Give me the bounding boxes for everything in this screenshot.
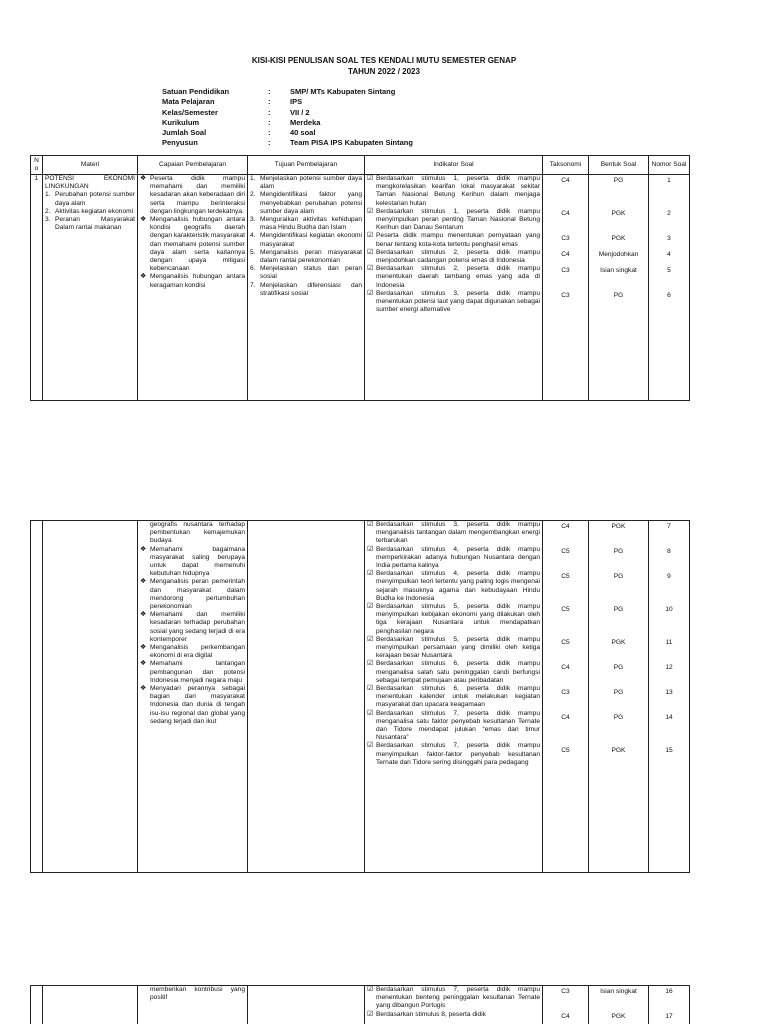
meta-label: Mata Pelajaran bbox=[162, 97, 215, 107]
indikator-text: Berdasarkan stimulus 7, peserta didik mampu menentukan benteng peninggalan kesultanan Ternate yang dibangun Portugis bbox=[376, 986, 540, 1010]
checkbox-icon: ☑ bbox=[367, 742, 374, 750]
bentuk-soal-cell bbox=[589, 986, 649, 1024]
materi-item bbox=[45, 191, 135, 207]
checkbox-icon: ☑ bbox=[367, 660, 374, 668]
materi-item bbox=[45, 208, 135, 216]
tujuan-cell bbox=[248, 521, 365, 873]
nomor-soal-value: 17 bbox=[665, 1013, 673, 1020]
taksonomi-value: C4 bbox=[561, 177, 570, 184]
taksonomi-value: C4 bbox=[561, 1013, 570, 1020]
indikator-text: Berdasarkan stimulus 1, peserta didik mampu menyimpulkan peran penting Taman Nasional Betung Kerihun dan Danau Sentarum bbox=[376, 207, 540, 232]
bullet-icon: ❖ bbox=[140, 660, 147, 668]
materi-item-number: 2. bbox=[45, 207, 51, 215]
indikator-text: Berdasarkan stimulus 3, peserta didik mampu menganalisis tantangan dalam mengembangkan energi terbarukan bbox=[376, 521, 540, 545]
meta-colon: : bbox=[268, 117, 271, 127]
indikator-item bbox=[367, 685, 540, 710]
indikator-text: Berdasarkan stimulus 5, peserta didik mampu menyimpulkan kebijakan ekonomi yang dilakukan oleh tiga kerajaan Nusantara untuk mendapatkan penghasilan negara bbox=[376, 603, 540, 635]
indikator-item bbox=[367, 208, 540, 233]
meta-colon: : bbox=[268, 128, 271, 138]
bentuk-soal-value: PGK bbox=[611, 1013, 626, 1020]
meta-colon: : bbox=[268, 138, 271, 148]
row-number bbox=[31, 986, 43, 1024]
capaian-item bbox=[140, 578, 245, 611]
taksonomi-value: C3 bbox=[561, 988, 570, 995]
capaian-continued: memberikan kontribusi yang positif bbox=[150, 986, 245, 1002]
nomor-soal-value: 2 bbox=[667, 210, 671, 217]
checkbox-icon: ☑ bbox=[367, 570, 374, 578]
capaian-cell bbox=[138, 521, 248, 873]
checkbox-icon: ☑ bbox=[367, 175, 374, 182]
meta-label: Satuan Pendidikan bbox=[162, 87, 230, 96]
tujuan-number: 2. bbox=[250, 191, 256, 199]
capaian-item bbox=[140, 546, 245, 579]
taksonomi-value: C4 bbox=[561, 664, 570, 671]
indikator-cell bbox=[365, 521, 543, 873]
indikator-item bbox=[367, 986, 540, 1011]
bullet-icon: ❖ bbox=[140, 685, 147, 693]
capaian-text: Memahami dan memiliki kesadaran terhadap perubahan sosial yang sedang terjadi di era kontemporer bbox=[150, 611, 245, 643]
materi-item-number: 3. bbox=[45, 216, 51, 224]
tujuan-text: Menjelaskan status dan peran sosial bbox=[260, 265, 362, 281]
checkbox-icon: ☑ bbox=[367, 603, 374, 611]
indikator-item bbox=[367, 636, 540, 661]
kisi-kisi-table-page-3 bbox=[30, 985, 690, 1024]
capaian-text: Menyadari perannya sebagai bagian dari masyarakat Indonesia dan dunia di tengah isu-isu regional dan global yang sedang terjadi dan ikut bbox=[150, 685, 245, 725]
document-title: KISI-KISI PENULISAN SOAL TES KENDALI MUTU SEMESTER GENAP bbox=[251, 56, 517, 65]
nomor-soal-value: 7 bbox=[667, 523, 671, 530]
tujuan-number: 1. bbox=[250, 175, 256, 182]
bentuk-soal-value: PGK bbox=[611, 639, 626, 646]
indikator-item bbox=[367, 249, 540, 265]
capaian-text: Menganalisis hubungan antara kondisi geografis daerah dengan karakteristik masyarakat dan memahami potensi sumber daya alam serta kaitannya dengan upaya mitigasi kebencanaan bbox=[150, 216, 245, 273]
indikator-item bbox=[367, 603, 540, 636]
indikator-item bbox=[367, 290, 540, 315]
capaian-continued: geografis nusantara terhadap pembentukan kemajemukan budaya bbox=[150, 521, 245, 545]
nomor-soal-value: 10 bbox=[665, 606, 673, 613]
header-indikator: Indikator Soal bbox=[365, 156, 543, 175]
taksonomi-value: C4 bbox=[561, 210, 570, 217]
capaian-text: Memahami bagaimana masyarakat saling berupaya untuk dapat memenuhi kebutuhan hidupnya bbox=[150, 545, 245, 578]
nomor-soal-value: 3 bbox=[667, 235, 671, 242]
checkbox-icon: ☑ bbox=[367, 986, 374, 993]
indikator-text: Berdasarkan stimulus 7, peserta didik mampu menganalisa satu faktor penyebab kesultanan Ternate dan Tidore mendapat julukan “emas dari timur Nusantara” bbox=[376, 709, 540, 742]
indikator-text: Berdasarkan stimulus 4, peserta didik mampu memperkirakan adanya hubungan Nusantara dengan India pertama kalinya bbox=[376, 545, 540, 570]
taksonomi-value: C4 bbox=[561, 714, 570, 721]
nomor-soal-value: 8 bbox=[667, 548, 671, 555]
bentuk-soal-value: PG bbox=[613, 548, 624, 555]
header-bentuk-soal: Bentuk Soal bbox=[589, 156, 649, 175]
bullet-icon: ❖ bbox=[140, 545, 147, 553]
taksonomi-cell bbox=[543, 521, 589, 873]
materi-cell bbox=[43, 175, 138, 401]
bentuk-soal-value: PGK bbox=[611, 523, 626, 530]
header-taksonomi: Taksonomi bbox=[543, 156, 589, 175]
bentuk-soal-value: Isian singkat bbox=[600, 267, 637, 274]
document-year: TAHUN 2022 / 2023 bbox=[348, 67, 420, 76]
nomor-soal-value: 4 bbox=[667, 251, 671, 258]
nomor-soal-cell bbox=[649, 175, 690, 401]
header-capaian: Capaian Pembelajaran bbox=[138, 156, 248, 175]
materi-item-text: Perubahan potensi sumber daya alam bbox=[55, 191, 135, 207]
taksonomi-value: C5 bbox=[561, 573, 570, 580]
nomor-soal-value: 16 bbox=[665, 988, 673, 995]
meta-value: Merdeka bbox=[290, 117, 321, 127]
indikator-text: Berdasarkan stimulus 1, peserta didik mampu mengkorelasikan kearifan lokal masyarakat sekitar Taman Nasional Betung Kerihun dalam menjaga kelestarian hutan bbox=[376, 175, 540, 207]
capaian-item bbox=[140, 644, 245, 660]
taksonomi-value: C4 bbox=[561, 523, 570, 530]
kisi-kisi-table-page-2 bbox=[30, 520, 690, 873]
tujuan-item bbox=[250, 216, 362, 232]
bentuk-soal-value: PG bbox=[613, 714, 624, 721]
bullet-icon: ❖ bbox=[140, 578, 147, 586]
bentuk-soal-value: PGK bbox=[611, 235, 626, 242]
indikator-item bbox=[367, 710, 540, 743]
nomor-soal-value: 12 bbox=[665, 664, 673, 671]
checkbox-icon: ☑ bbox=[367, 685, 374, 693]
tujuan-text: Menjelaskan diferensiasi dan stratifikasi sosial bbox=[260, 281, 362, 297]
capaian-item bbox=[140, 175, 245, 216]
checkbox-icon: ☑ bbox=[367, 265, 374, 273]
bullet-icon: ❖ bbox=[140, 216, 147, 224]
capaian-cell bbox=[138, 175, 248, 401]
meta-value: IPS bbox=[290, 97, 303, 107]
checkbox-icon: ☑ bbox=[367, 232, 374, 240]
taksonomi-value: C4 bbox=[561, 251, 570, 258]
tujuan-number: 3. bbox=[250, 216, 256, 224]
tujuan-cell bbox=[248, 175, 365, 401]
materi-title: POTENSI EKONOMI LINGKUNGAN bbox=[45, 175, 135, 191]
indikator-item bbox=[367, 546, 540, 571]
nomor-soal-value: 14 bbox=[665, 714, 673, 721]
taksonomi-value: C5 bbox=[561, 606, 570, 613]
indikator-item bbox=[367, 742, 540, 767]
indikator-text: Berdasarkan stimulus 3, peserta didik mampu menentukan potensi laut yang dapat digunakan sebagai sumber energi alternative bbox=[376, 289, 540, 314]
taksonomi-value: C3 bbox=[561, 689, 570, 696]
bentuk-soal-value: Menjodohkan bbox=[598, 251, 639, 258]
tujuan-number: 4. bbox=[250, 232, 256, 240]
tujuan-item bbox=[250, 232, 362, 248]
meta-row bbox=[162, 108, 462, 118]
indikator-item bbox=[367, 660, 540, 685]
bentuk-soal-value: PGK bbox=[611, 210, 626, 217]
document-meta bbox=[162, 87, 462, 149]
materi-cell bbox=[43, 986, 138, 1024]
materi-item bbox=[45, 216, 135, 232]
bullet-icon: ❖ bbox=[140, 273, 147, 281]
indikator-cell bbox=[365, 175, 543, 401]
nomor-soal-cell bbox=[649, 521, 690, 873]
tujuan-cell bbox=[248, 986, 365, 1024]
nomor-soal-value: 1 bbox=[667, 177, 671, 184]
indikator-text: Berdasarkan stimulus 8, peserta didik bbox=[376, 1010, 486, 1018]
indikator-item bbox=[367, 521, 540, 546]
materi-item-number: 1. bbox=[45, 191, 51, 199]
capaian-text: Menganalisis peran pemerintah dan masyarakat dalam mendorong pertumbuhan perekonomian bbox=[150, 578, 245, 611]
tujuan-number: 7. bbox=[250, 281, 256, 289]
indikator-item bbox=[367, 232, 540, 248]
meta-colon: : bbox=[268, 97, 271, 107]
bentuk-soal-value: PG bbox=[613, 573, 624, 580]
nomor-soal-value: 9 bbox=[667, 573, 671, 580]
meta-value: VII / 2 bbox=[290, 107, 310, 117]
tujuan-item bbox=[250, 282, 362, 298]
meta-value: SMP/ MTs Kabupaten Sintang bbox=[290, 87, 396, 96]
indikator-text: Berdasarkan stimulus 7, peserta didik mampu menyimpulkan faktor-faktor penyebab kesultanan Ternate dan Tidore sering disinggahi para pedagang bbox=[376, 742, 540, 766]
capaian-item bbox=[140, 216, 245, 273]
capaian-text: Menganalisis hubungan antara keragaman kondisi bbox=[150, 273, 245, 289]
taksonomi-value: C5 bbox=[561, 747, 570, 754]
checkbox-icon: ☑ bbox=[367, 635, 374, 643]
bentuk-soal-value: PG bbox=[613, 664, 624, 671]
meta-row bbox=[162, 138, 462, 148]
kisi-kisi-table-page-1 bbox=[30, 155, 690, 401]
tujuan-number: 6. bbox=[250, 265, 256, 273]
tujuan-text: Mengidentifikasi kegiatan ekonomi masyarakat bbox=[260, 232, 362, 248]
meta-label: Kurikulum bbox=[162, 117, 200, 127]
capaian-item bbox=[140, 273, 245, 289]
checkbox-icon: ☑ bbox=[367, 709, 374, 717]
materi-cell bbox=[43, 521, 138, 873]
indikator-text: Berdasarkan stimulus 6, peserta didik mampu menganalisa salah satu peninggalan candi berfungsi sebagai tempat pemujaan atau peribadatan bbox=[376, 660, 540, 684]
taksonomi-value: C5 bbox=[561, 639, 570, 646]
bullet-icon: ❖ bbox=[140, 175, 147, 182]
capaian-text: Memahami tantangan pembangunan dan potensi Indonesia menjadi negara maju bbox=[150, 660, 245, 684]
taksonomi-value: C3 bbox=[561, 267, 570, 274]
taksonomi-cell bbox=[543, 175, 589, 401]
meta-colon: : bbox=[268, 107, 271, 117]
indikator-text: Peserta didik mampu menentukan pernyataan yang benar tentang kota-kota tertentu penghasil emas bbox=[376, 232, 540, 248]
header-tujuan: Tujuan Pembelajaran bbox=[248, 156, 365, 175]
checkbox-icon: ☑ bbox=[367, 289, 374, 297]
bullet-icon: ❖ bbox=[140, 644, 147, 652]
indikator-item bbox=[367, 570, 540, 603]
bullet-icon: ❖ bbox=[140, 611, 147, 619]
header-materi: Materi bbox=[43, 156, 138, 175]
capaian-text: Peserta didik mampu memahami dan memiliki kesadaran akan keberadaan diri serta mampu berinteraksi dengan lingkungan terdekatnya. bbox=[150, 175, 245, 215]
bentuk-soal-value: Isian singkat bbox=[600, 988, 637, 995]
indikator-item bbox=[367, 265, 540, 290]
tujuan-item bbox=[250, 249, 362, 265]
bentuk-soal-value: PG bbox=[613, 689, 624, 696]
tujuan-number: 5. bbox=[250, 248, 256, 256]
bentuk-soal-value: PGK bbox=[611, 747, 626, 754]
tujuan-text: Menguraikan aktivitas kehidupan masa Hindu Budha dan Islam bbox=[260, 216, 362, 232]
meta-label: Jumlah Soal bbox=[162, 128, 207, 138]
taksonomi-value: C5 bbox=[561, 548, 570, 555]
nomor-soal-cell bbox=[649, 986, 690, 1024]
meta-label: Penyusun bbox=[162, 138, 198, 148]
indikator-text: Berdasarkan stimulus 5, peserta didik mampu menyimpulkan persamaan yang dimiliki oleh ketiga kerajaan besar Nusantara bbox=[376, 635, 540, 660]
row-number: 1 bbox=[31, 175, 43, 401]
meta-row bbox=[162, 97, 462, 107]
bentuk-soal-value: PG bbox=[613, 292, 624, 299]
nomor-soal-value: 15 bbox=[665, 747, 673, 754]
tujuan-text: Menganalisis peran masyarakat dalam rantai perekonomian bbox=[260, 248, 362, 265]
checkbox-icon: ☑ bbox=[367, 248, 374, 256]
tujuan-item bbox=[250, 191, 362, 216]
meta-row bbox=[162, 118, 462, 128]
bentuk-soal-value: PG bbox=[613, 606, 624, 613]
nomor-soal-value: 11 bbox=[665, 639, 673, 646]
materi-item-text: Aktivitas kegiatan ekonomi bbox=[55, 207, 134, 215]
capaian-cell bbox=[138, 986, 248, 1024]
indikator-cell bbox=[365, 986, 543, 1024]
indikator-item bbox=[367, 175, 540, 208]
meta-label: Kelas/Semester bbox=[162, 107, 218, 117]
nomor-soal-value: 6 bbox=[667, 292, 671, 299]
tujuan-text: Menjelaskan potensi sumber daya alam bbox=[260, 175, 362, 191]
meta-value: 40 soal bbox=[290, 128, 316, 138]
capaian-text: Menganalisis perkembangan ekonomi di era digital bbox=[150, 644, 245, 660]
bentuk-soal-cell bbox=[589, 521, 649, 873]
capaian-item bbox=[140, 685, 245, 726]
checkbox-icon: ☑ bbox=[367, 207, 374, 215]
indikator-text: Berdasarkan stimulus 2, peserta didik mampu menentukan daerah tambang emas yang ada di Indonesia bbox=[376, 265, 540, 289]
materi-item-text: Peranan Masyarakat Dalam rantai makanan bbox=[55, 216, 135, 232]
checkbox-icon: ☑ bbox=[367, 545, 374, 553]
capaian-item bbox=[140, 660, 245, 685]
nomor-soal-value: 5 bbox=[667, 267, 671, 274]
meta-value: Team PISA IPS Kabupaten Sintang bbox=[290, 138, 413, 148]
tujuan-item bbox=[250, 175, 362, 191]
header-nomor-soal: Nomor Soal bbox=[649, 156, 690, 175]
header-no: N o bbox=[31, 156, 43, 175]
checkbox-icon: ☑ bbox=[367, 1010, 374, 1018]
bentuk-soal-cell bbox=[589, 175, 649, 401]
checkbox-icon: ☑ bbox=[367, 521, 374, 528]
meta-colon: : bbox=[268, 87, 271, 96]
capaian-item bbox=[140, 611, 245, 644]
meta-row bbox=[162, 128, 462, 138]
indikator-text: Berdasarkan stimulus 2, peserta didik mampu menjodohkan cadangan potensi emas di Indonesia bbox=[376, 248, 540, 265]
bentuk-soal-value: PG bbox=[613, 177, 624, 184]
row-number bbox=[31, 521, 43, 873]
indikator-text: Berdasarkan stimulus 6, peserta didik mampu menentukan kalender untuk melakukan kegiatan masyarakat dan upacara keagamaan bbox=[376, 685, 540, 709]
taksonomi-value: C3 bbox=[561, 292, 570, 299]
materi-list bbox=[45, 191, 135, 232]
tujuan-text: Mengidentifikasi faktor yang menyebabkan perubahan potensi sumber daya alam bbox=[260, 191, 362, 215]
indikator-item bbox=[367, 1011, 540, 1019]
taksonomi-cell bbox=[543, 986, 589, 1024]
nomor-soal-value: 13 bbox=[665, 689, 673, 696]
tujuan-item bbox=[250, 265, 362, 281]
meta-row bbox=[162, 87, 462, 97]
indikator-text: Berdasarkan stimulus 4, peserta didik mampu menyimpulkan teori tertentu yang paling logis mengenai sejarah masuknya agama dan kebudayaan Hindu Budha ke Indonesia bbox=[376, 570, 540, 602]
taksonomi-value: C3 bbox=[561, 235, 570, 242]
